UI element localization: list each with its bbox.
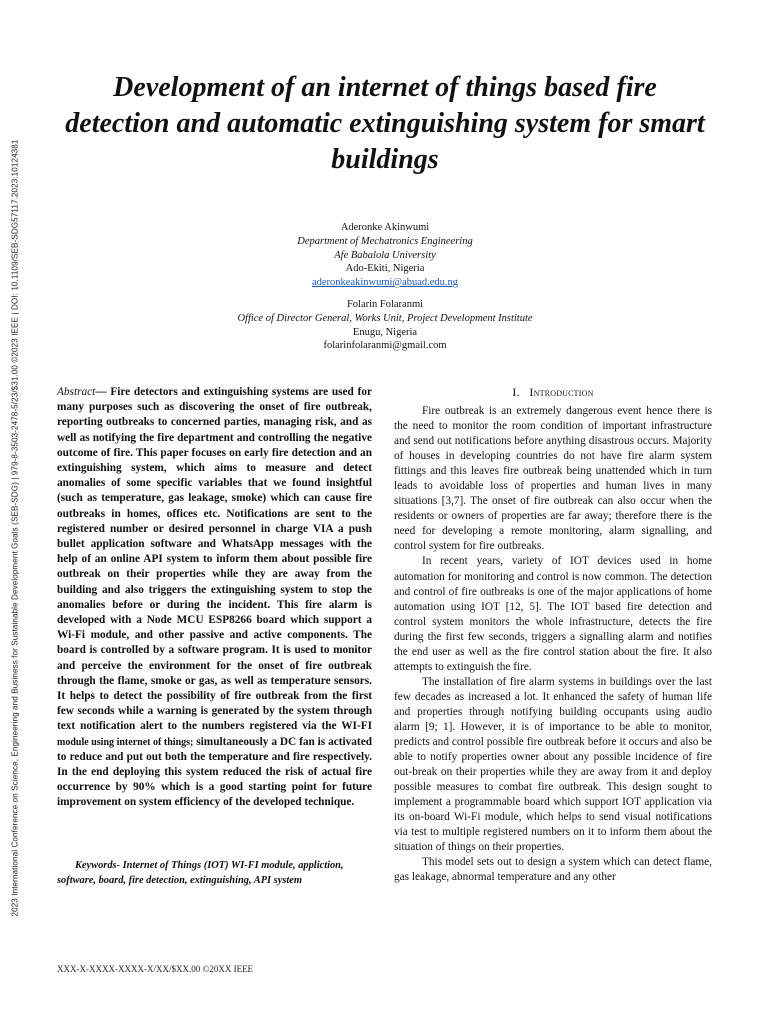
- section-heading: [394, 385, 712, 400]
- abstract-text-end: simultaneously a DC fan is activated to reduce and put out both the temperature and fire respectively. In the end deploying this system reduced the risk of actual fire occurrence by 90% which is a good starting point for future improvement on system efficiency of the developed technique.: [57, 735, 372, 809]
- abstract-label: Abstract: [57, 386, 96, 398]
- conference-doi-text: 2023 International Conference on Science, Engineering and Business for Sustainable Development Goals (SEB-SDG) | 979-8-3503-2478-5/23/$31.00 ©2023 IEEE | DOI: 10.1109/SEB-SDG57117.2023.10124381: [10, 139, 20, 917]
- section-title: Introduction: [529, 385, 594, 399]
- paragraph: This model sets out to design a system which can detect flame, gas leakage, abnormal temperature and any other: [394, 856, 712, 884]
- paragraph: Fire outbreak is an extremely dangerous event hence there is the need to monitor the room condition of important infrastructure and send out notifications before anything disastrous occurs. Majority of houses in developing countries do not have fire alarm system fittings and this leaves fire outbreak being unattended which in turn leads to avoidable loss of properties and human lives in many situations [3,7]. The onset of fire outbreak can also occur when the residents or owners of properties are far away; therefore there is the need for developing a remote monitoring, alarm signalling, and control system for fire outbreaks.: [394, 405, 712, 553]
- author-institution: Afe Babalola University: [334, 249, 436, 261]
- author-email: folarinfolaranmi@gmail.com: [323, 340, 447, 352]
- abstract-text: Fire detectors and extinguishing systems are used for many purposes such as discovering the onset of fire outbreak, reporting outbreaks to concerned parties, managing risk, and as well as notifying the fire department and controlling the negative outcome of fire. This paper focuses on early fire detection and an extinguishing system, which aims to measure and detect anomalies of some specific variables that we found insightful (such as temperature, gas leakage, smoke) which can cause fire outbreaks in homes, offices etc. Notifications are sent to the registered number or desired personnel in charge VIA a push bullet application software and WhatsApp messages with the help of an online API system to inform them about possible fire outbreak on their properties while they are away from the building and also triggers the extinguishing system to stop the anomalies before or during the incident. This fire alarm is developed with a Node MCU ESP8266 board which support a Wi-Fi module, and other passive and active components. The board is controlled by a software program. It is used to monitor and perceive the environment for the onset of fire outbreak through the flame, smoke or gas, as well as temperature sensors. It helps to detect the possibility of fire outbreak from the first few seconds while a warning is generated by the system through text notification alert to the numbers registered via the WI-FI: [57, 386, 372, 733]
- author-department: Department of Mechatronics Engineering: [297, 235, 473, 247]
- author-block-2: [160, 298, 610, 353]
- abstract-dash: —: [95, 386, 107, 398]
- abstract: [57, 385, 372, 811]
- author-block-1: [160, 221, 610, 290]
- abstract-text-small: module using internet of things;: [57, 736, 194, 748]
- paragraph: The installation of fire alarm systems in buildings over the last few decades as increased a lot. It enhanced the safety of human life and properties through notifying building occupants using audio alarm [9; 1]. However, it is of importance to be able to monitor, predicts and control possible fire outbreak before it occurs and also be able to notify properties owner about any possible incidence of fire out-break on their properties while they are away from it and deploy possible measures to combat fire outbreak. This design sought to implement a programmable board which support IOT application via its on-board Wi-Fi module, which helps to send visual notifications via test to multiple registered numbers on it to inform them about the situation of things on their properties.: [394, 675, 712, 854]
- section-number: I.: [512, 385, 520, 399]
- conference-doi-stamp: [0, 72, 30, 984]
- introduction-body: [394, 404, 712, 886]
- paragraph: In recent years, variety of IOT devices used in home automation for monitoring and control is now common. The detection and control of fire outbreaks is one of the major applications of home automation using IOT [12, 5]. The IOT based fire detection and control system monitors the whole infrastructure, detects the fire during the first few seconds, triggers a signalling alarm and notifies the end user as well as the fire control station about the fire. It also attempts to extinguish the fire.: [394, 555, 712, 673]
- author-name: Folarin Folaranmi: [346, 299, 424, 310]
- keywords: Keywords- Internet of Things (IOT) WI-FI module, appliction, software, board, fire detection, extinguishing, API system: [57, 860, 344, 886]
- paper-title: Development of an internet of things based fire detection and automatic extinguishing system for smart buildings: [65, 72, 705, 175]
- footer-copyright-code: XXX-X-XXXX-XXXX-X/XX/$XX.00 ©20XX IEEE: [57, 964, 254, 974]
- author-name: Aderonke Akinwumi: [340, 222, 430, 233]
- author-location: Ado-Ekiti, Nigeria: [345, 263, 425, 275]
- author-email-link[interactable]: aderonkeakinwumi@abuad.edu.ng: [311, 277, 459, 289]
- author-department: Office of Director General, Works Unit, Project Development Institute: [237, 312, 533, 324]
- author-location: Enugu, Nigeria: [352, 326, 418, 338]
